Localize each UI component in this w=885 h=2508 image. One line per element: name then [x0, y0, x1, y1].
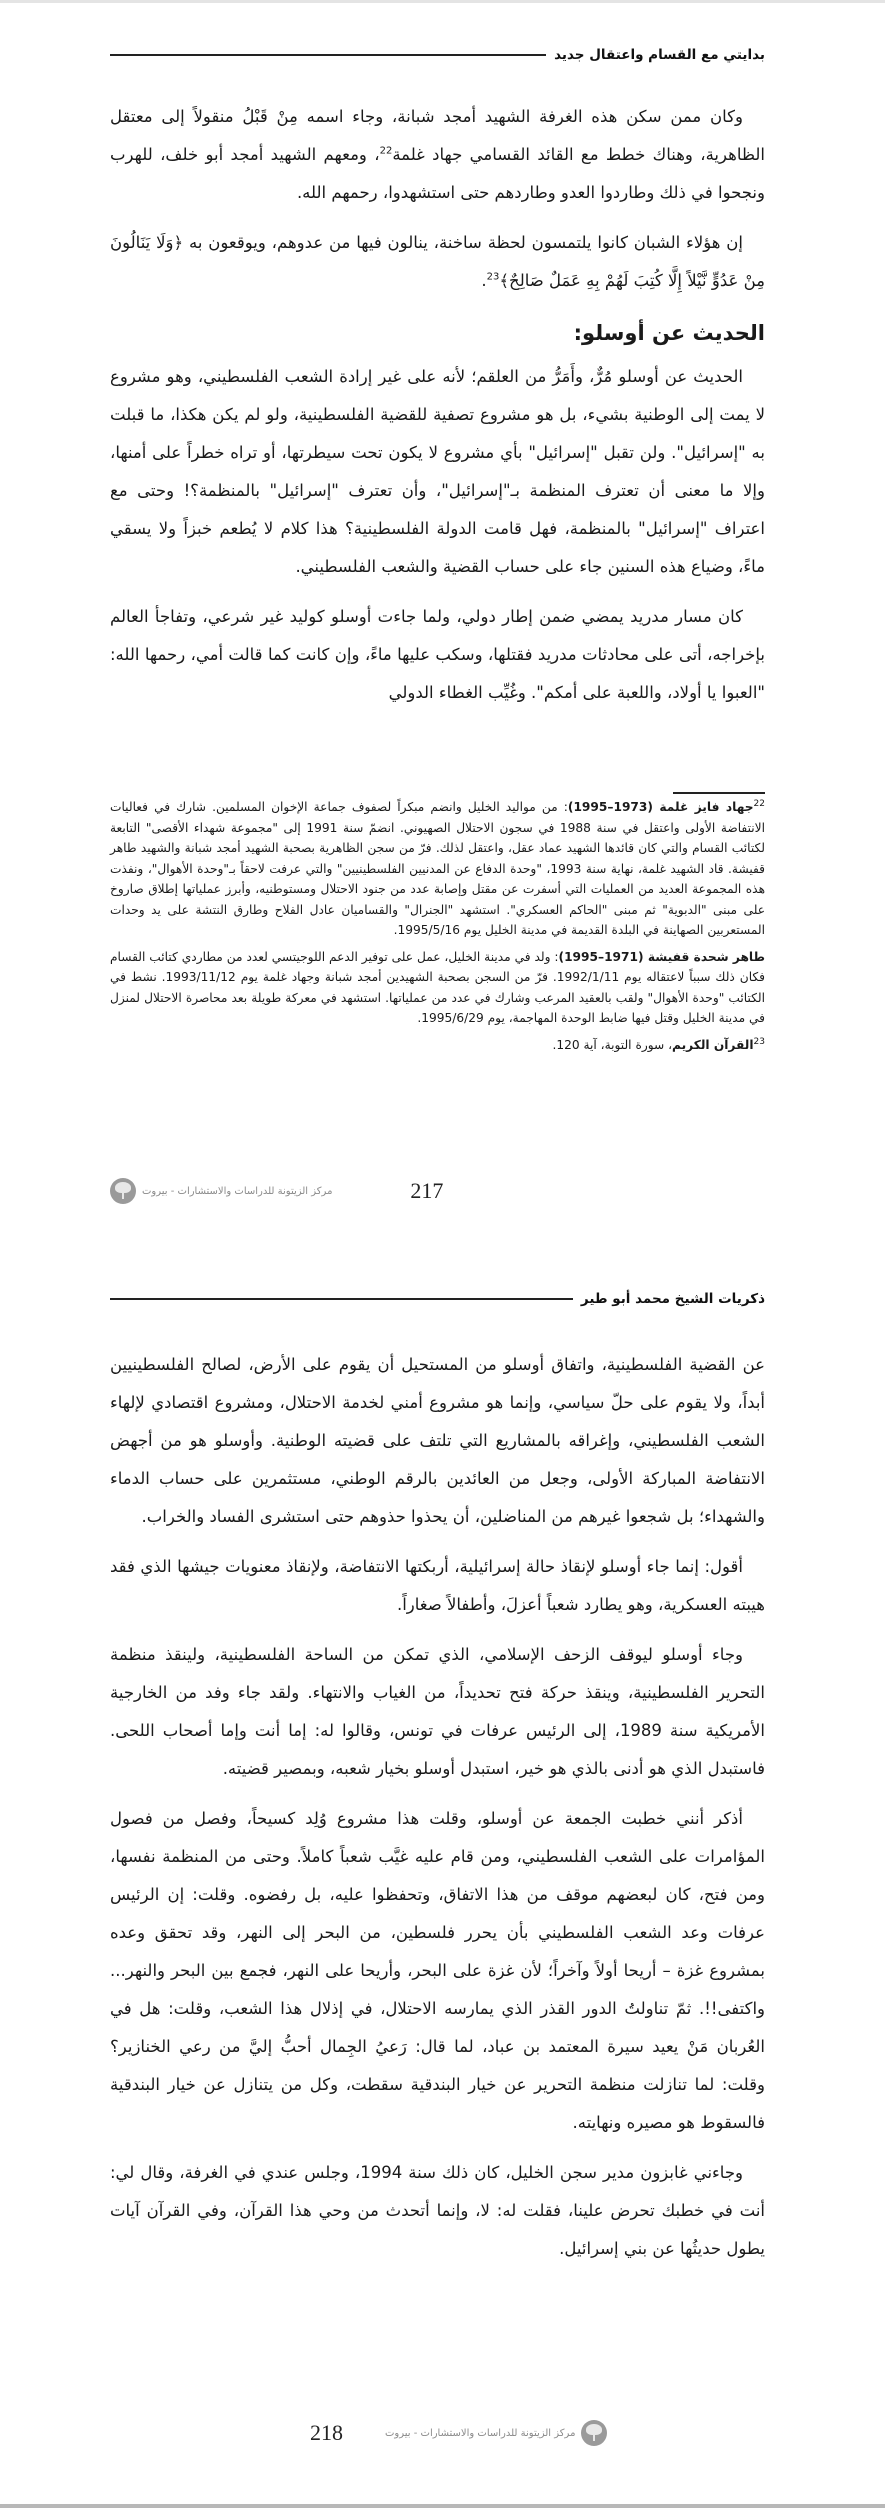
paragraph: الحديث عن أوسلو مُرٌّ، وأَمَرُّ من العلقم؛ لأنه على غير إرادة الشعب الفلسطيني، وهو مشروع لا يمت إلى الوطنية بشيء، بل هو مشروع تصفية للقضية الفلسطينية، ولو لم يكن هكذا، ما قبلت به "إسرائيل". ولن تقبل "إسرائيل" بأي مشروع لا يكون تحت سيطرتها، أو تراه خطراً على أمنها، وإلا ما معنى أن تعترف المنظمة بـ"إسرائيل"، وأن تعترف "إسرائيل" بالمنظمة؟! وحتى مع اعتراف "إسرائيل" بالمنظمة، فهل قامت الدولة الفلسطينية؟ هذا كلام لا يُطعم خبزاً ولا يسقي ماءً، وضياع هذه السنين جاء على حساب القضية والشعب الفلسطيني.	[110, 367, 765, 576]
paragraph: إن هؤلاء الشبان كانوا يلتمسون لحظة ساخنة، ينالون فيها من عدوهم، ويوقعون به ﴿وَلَا يَنَالُونَ مِنْ عَدُوٍّ نَّيْلاً إِلَّا كُتِبَ لَهُمْ بِهِ عَمَلٌ صَالِحٌ﴾$^{23}$.	[110, 233, 765, 290]
section-heading: الحديث عن أوسلو:	[573, 321, 765, 345]
page-number: 218	[310, 2420, 343, 2445]
footnote: $^{22}$جهاد فايز غلمة (1973–1995): من مواليد الخليل وانضم مبكراً لصفوف جماعة الإخوان المسلمين. شارك في فعاليات الانتفاضة الأولى واعتقل في سنة 1988 في سجون الاحتلال الصهيوني. انضمّ سنة 1991 إلى "مجموعة شهداء الأقصى" التابعة لكتائب القسام والتي كان قائدها الشهيد عماد عقل، واعتقل لذلك. فرّ من سجن الظاهرية بصحبة الشهيد أمجد شبانة والشهيد طاهر قفيشة. قاد الشهيد غلمة، نهاية سنة 1993، "وحدة الدفاع عن المدنيين الفلسطينيين" والتي عرفت لاحقاً بـ"وحدة الأهوال"، ونفذت هذه المجموعة العديد من العمليات التي أسفرت عن مقتل وإصابة عدد من جنود الاحتلال ومستوطنيه، وأبرز عملياتها إطلاق صاروخ على مبنى "الدبوية" ثم مبنى "الحاكم العسكري". استشهد "الجنرال" والقساميان عادل الفلاح وطارق النتشة على يد وحدات المستعربين الصهاينة في البلدة القديمة في مدينة الخليل يوم 1995/5/16.	[110, 798, 765, 937]
paragraph: أذكر أنني خطبت الجمعة عن أوسلو، وقلت هذا مشروع وُلِد كسيحاً، وفصل من فصول المؤامرات على الشعب الفلسطيني، ومن قام عليه غيَّب شعباً كاملاً. وحتى من المنظمة نفسها، ومن فتح، كان لبعضهم موقف من هذا الاتفاق، وتحفظوا عليه، بل رفضوه. وقلت: إن الرئيس عرفات وعد الشعب الفلسطيني بأن يحرر فلسطين، من البحر إلى النهر، وقد تحقق وعده بمشروع غزة – أريحا أولاً وآخراً؛ لأن غزة على البحر، وأريحا على النهر، فجمع بين البحر والنهر... واكتفى!!. ثمّ تناولتُ الدور القذر الذي يمارسه الاحتلال، في إذلال هذا الشعب، وقلت: هل في العُربان مَنْ يعيد سيرة المعتمد بن عباد، لما قال: رَعيُ الجِمال أحبُّ إليَّ من رعي الخنازير؟ وقلت: لما تنازلت منظمة التحرير عن خيار البندقية سقطت، وكل من يتنازل عن خيار البندقية فالسقوط هو مصيره ونهايته.	[110, 1809, 765, 2132]
paragraph: أقول: إنما جاء أوسلو لإنقاذ حالة إسرائيلية، أربكتها الانتفاضة، ولإنقاذ معنويات جيشها الذي فقد هيبته العسكرية، وهو يطارد شعباً أعزلَ، وأطفالاً صغاراً.	[110, 1557, 765, 1614]
page-217	[110, 0, 765, 1230]
paragraph: وجاءني غابزون مدير سجن الخليل، كان ذلك سنة 1994، وجلس عندي في الغرفة، وقال لي: أنت في خطبك تحرض علينا، فقلت له: لا، وإنما أتحدث من وحي هذا القرآن، وفي القرآن آيات يطول حديثُها عن بني إسرائيل.	[110, 2163, 765, 2258]
running-head-title: بدايتي مع القسام واعتقال جديد	[554, 47, 765, 63]
running-head	[110, 44, 765, 66]
publisher-name: مركز الزيتونة للدراسات والاستشارات - بيروت	[385, 2427, 576, 2439]
footnote-ref[interactable]: 22	[379, 145, 393, 157]
page-footer	[310, 2420, 607, 2446]
footnote-rule	[673, 792, 765, 794]
paragraph: عن القضية الفلسطينية، واتفاق أوسلو من المستحيل أن يقوم على الأرض، لصالح الفلسطينيين أبداً، ولا يقوم على حلّ سياسي، وإنما هو مشروع أمني لخدمة الاحتلال، ومشروع اقتصادي لإلهاء الشعب الفلسطيني، وإغراقه بالمشاريع التي تلتف على قضيته الوطنية. وأوسلو هو من أجهض الانتفاضة المباركة الأولى، وجعل من العائدين بالرقم الوطني، مستثمرين على حساب الدماء والشهداء؛ بل شجعوا غيرهم من المناضلين، أن يحذوا حذوهم حتى استشرى الفساد والخراب.	[110, 1355, 765, 1526]
footnote: $^{23}$القرآن الكريم، سورة التوبة، آية 120.	[552, 1036, 765, 1052]
paragraph: وكان ممن سكن هذه الغرفة الشهيد أمجد شبانة، وجاء اسمه مِنْ قَبْلُ منقولاً إلى معتقل الظاهرية، وهناك خطط مع القائد القسامي جهاد غلمة$^{22}$، ومعهم الشهيد أمجد أبو خلف، للهرب ونجحوا في ذلك وطاردوا العدو وطاردهم حتى استشهدوا، رحمهم الله.	[110, 107, 765, 202]
running-head	[110, 1288, 765, 1310]
running-head-rule	[110, 54, 546, 56]
viewer-bottom-edge	[0, 2504, 885, 2508]
publisher-name: مركز الزيتونة للدراسات والاستشارات - بيروت	[142, 1185, 333, 1197]
page-218	[110, 1240, 765, 2508]
footnote: طاهر شحدة قفيشة (1971–1995): ولد في مدينة الخليل، عمل على توفير الدعم اللوجيتسي لعدد من مطاردي كتائب القسام فكان ذلك سبباً لاعتقاله يوم 1992/1/11. فرّ من السجن بصحبة الشهيدين أمجد شبانة وجهاد غلمة يوم 1993/11/12. نشط في الكتائب "وحدة الأهوال" ولقب بالعقيد المرعب وشارك في عدد من عملياتها. استشهد في معركة طويلة بعد محاصرة الاحتلال لمنزل في مدينة الخليل وقتل فيها ضابط الوحدة المهاجمة، يوم 1995/6/29.	[110, 949, 765, 1025]
running-head-rule	[110, 1298, 573, 1300]
page-number: 217	[410, 1178, 444, 1203]
tree-logo-icon	[581, 2420, 607, 2446]
body-text	[110, 98, 765, 724]
paragraph: وجاء أوسلو ليوقف الزحف الإسلامي، الذي تمكن من الساحة الفلسطينية، ولينقذ منظمة التحرير الفلسطينية، وينقذ حركة فتح تحديداً، من الغياب والانتهاء. ولقد جاء وفد من الخارجية الأمريكية سنة 1989، إلى الرئيس عرفات في تونس، وقالوا له: إما أنت وإما أصحاب اللحى. فاستبدل الذي هو أدنى بالذي هو خير، استبدل أوسلو بخيار شعبه، وبمصير قضيته.	[110, 1645, 765, 1778]
body-text	[110, 1346, 765, 2280]
footnote-ref[interactable]: 23	[486, 271, 500, 283]
footnotes	[110, 797, 765, 1061]
page-footer	[110, 1178, 443, 1204]
running-head-title: ذكريات الشيخ محمد أبو طير	[580, 1291, 765, 1307]
paragraph: كان مسار مدريد يمضي ضمن إطار دولي، ولما جاءت أوسلو كوليد غير شرعي، وتفاجأ العالم بإخراجه، أتى على محادثات مدريد فقتلها، وسكب عليها ماءً، وإن كانت كما قالت أمي، رحمها الله: "العبوا يا أولاد، واللعبة على أمكم". وغُيِّب الغطاء الدولي	[110, 607, 765, 702]
quran-verse: ﴿وَلَا يَنَالُونَ مِنْ عَدُوٍّ نَّيْلاً إِلَّا كُتِبَ لَهُمْ بِهِ عَمَلٌ صَالِحٌ﴾	[110, 233, 765, 290]
tree-logo-icon	[110, 1178, 136, 1204]
